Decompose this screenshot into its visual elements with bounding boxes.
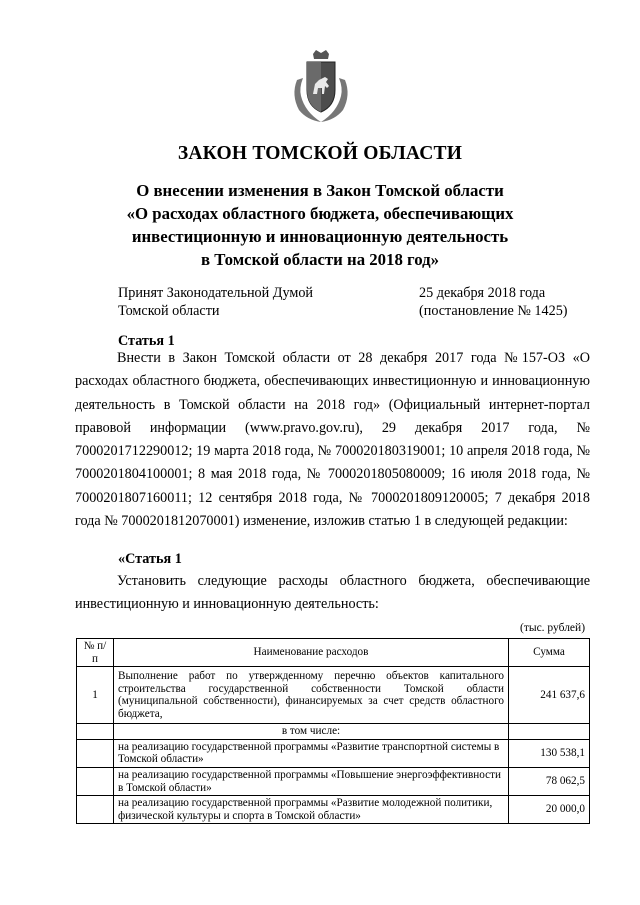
resolution-number: (постановление № 1425)	[419, 303, 568, 319]
subtitle-line-1: О внесении изменения в Закон Томской области	[136, 181, 504, 200]
header-sum: Сумма	[509, 639, 590, 667]
row-name: на реализацию государственной программы «Развитие транспортной системы в Томской области»	[114, 739, 509, 767]
table-row	[77, 667, 590, 724]
row-num	[77, 767, 114, 795]
expenses-table	[76, 638, 590, 824]
row-name: в том числе:	[114, 724, 509, 740]
adopted-by-line-2: Томской области	[118, 303, 220, 319]
row-sum: 20 000,0	[509, 796, 590, 824]
row-sum: 241 637,6	[509, 667, 590, 724]
adoption-date: 25 декабря 2018 года	[419, 285, 546, 301]
tomsk-region-coat-of-arms-icon	[291, 50, 351, 124]
quoted-article-text: Установить следующие расходы областного бюджета, обеспечивающие инвестиционную и инновационную деятельность:	[75, 573, 590, 613]
row-sum: 130 538,1	[509, 739, 590, 767]
row-name: Выполнение работ по утвержденному перечню объектов капитального строительства государственной собственности Томской области (муниципальной собственности), финансируемых за счет средств областного бюджета,	[114, 667, 509, 724]
table-header-row	[77, 639, 590, 667]
adopted-by-line-1: Принят Законодательной Думой	[118, 285, 314, 301]
table-row	[77, 767, 590, 795]
quoted-article-heading: «Статья 1	[118, 551, 182, 567]
row-sum	[509, 724, 590, 740]
row-num	[77, 796, 114, 824]
row-sum: 78 062,5	[509, 767, 590, 795]
table-row	[77, 796, 590, 824]
row-name: на реализацию государственной программы «Развитие молодежной политики, физической культуры и спорта в Томской области»	[114, 796, 509, 824]
table-row	[77, 739, 590, 767]
unit-note: (тыс. рублей)	[520, 622, 586, 634]
row-num	[77, 724, 114, 740]
row-num	[77, 739, 114, 767]
article-1-heading: Статья 1	[118, 333, 175, 349]
row-name: на реализацию государственной программы «Повышение энергоэффективности в Томской области»	[114, 767, 509, 795]
header-num: № п/п	[77, 639, 114, 667]
subtitle-line-3: инвестиционную и инновационную деятельность	[131, 227, 509, 246]
table-row	[77, 724, 590, 740]
header-name: Наименование расходов	[114, 639, 509, 667]
article-1-text: Внести в Закон Томской области от 28 декабря 2017 года №157-ОЗ «О расходах областного бюджета, обеспечивающих инвестиционную и инновационную деятельность в Томской области на 2018 год» (Официальный интернет-портал правовой информации (www.pravo.gov.ru), 29 декабря 2017 года, № 7000201712290012; 19 марта 2018 года, № 700020180319001; 10 апреля 2018 года, № 7000201804100001; 8 мая 2018 года, № 7000201805080009; 16 июля 2018 года, № 7000201807160011; 12 сентября 2018 года, № 7000201809120005; 7 декабря 2018 года № 7000201812070001) изменение, изложив статью 1 в следующей редакции:	[75, 350, 590, 530]
subtitle-line-4: в Томской области на 2018 год»	[200, 250, 440, 269]
law-title: ЗАКОН ТОМСКОЙ ОБЛАСТИ	[177, 143, 463, 164]
subtitle-line-2: «О расходах областного бюджета, обеспечивающих	[126, 204, 514, 223]
row-num: 1	[77, 667, 114, 724]
